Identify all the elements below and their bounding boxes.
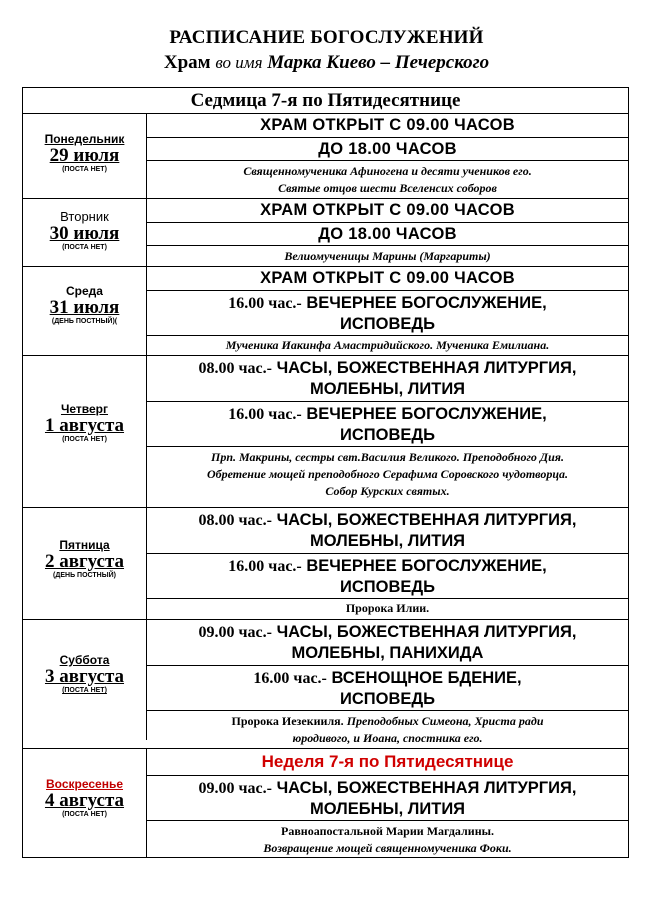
service-vespers bbox=[147, 554, 628, 599]
day-date: 29 июля bbox=[49, 145, 120, 166]
service-time: 09.00 час.- bbox=[198, 624, 272, 641]
day-row-friday bbox=[23, 507, 628, 619]
saints-of-day bbox=[147, 821, 628, 857]
schedule-line: ХРАМ ОТКРЫТ С 09.00 ЧАСОВ bbox=[147, 114, 628, 138]
service-text: ВСЕНОЩНОЕ БДЕНИЕ, bbox=[331, 669, 522, 687]
service-text: МОЛЕБНЫ, ЛИТИЯ bbox=[309, 532, 466, 550]
service-time: 09.00 час.- bbox=[198, 780, 272, 797]
service-time: 16.00 час.- bbox=[228, 406, 302, 423]
day-cell-monday bbox=[23, 114, 147, 199]
temple-name-prefix: во имя bbox=[215, 53, 263, 72]
service-time: 08.00 час.- bbox=[198, 360, 272, 377]
day-row-monday bbox=[23, 113, 628, 198]
saints-line: Равноапостальной Марии Магдалины. bbox=[281, 824, 494, 838]
day-name: Вторник bbox=[60, 209, 109, 224]
day-date: 4 августа bbox=[44, 790, 125, 811]
day-name: Суббота bbox=[59, 653, 110, 667]
service-vigil bbox=[147, 666, 628, 711]
service-liturgy bbox=[147, 776, 628, 821]
saints-of-day: Велиомученицы Марины (Маргариты) bbox=[284, 249, 491, 263]
service-text: МОЛЕБНЫ, ЛИТИЯ bbox=[309, 800, 466, 818]
fasting-note: (ПОСТА НЕТ) bbox=[62, 687, 107, 694]
saints-of-day: Пророка Илии. bbox=[345, 601, 430, 615]
saints-of-day: Мученика Иакинфа Амастридийского. Мученика Емилиана. bbox=[225, 338, 550, 352]
day-cell-friday bbox=[23, 508, 147, 620]
day-row-wednesday bbox=[23, 266, 628, 355]
saints-line: Возвращение мощей священномученика Фоки. bbox=[263, 841, 512, 855]
day-cell-saturday bbox=[23, 620, 147, 740]
schedule-line: ДО 18.00 ЧАСОВ bbox=[147, 138, 628, 161]
fasting-note: (ДЕНЬ ПОСТНЫЙ)( bbox=[51, 318, 118, 325]
day-row-saturday bbox=[23, 619, 628, 745]
service-text: ИСПОВЕДЬ bbox=[339, 315, 435, 333]
saints-line: Пророка Иезекииля. bbox=[231, 714, 344, 728]
day-date: 1 августа bbox=[44, 415, 125, 436]
saints-line: Прп. Макрины, сестры свт.Василия Великого. Преподобного Дия. bbox=[211, 450, 564, 464]
day-date: 2 августа bbox=[44, 551, 125, 572]
service-text: ИСПОВЕДЬ bbox=[339, 578, 435, 596]
saints-of-day bbox=[147, 162, 628, 198]
day-date: 31 июля bbox=[49, 297, 120, 318]
day-cell-sunday bbox=[23, 749, 147, 858]
saints-line: Священномученика Афиногена и десяти учеников его. bbox=[243, 164, 532, 178]
service-text: ЧАСЫ, БОЖЕСТВЕННАЯ ЛИТУРГИЯ, bbox=[276, 359, 577, 377]
day-cell-tuesday bbox=[23, 199, 147, 267]
saints-line: Обретение мощей преподобного Серафима Соровского чудотворца. bbox=[206, 467, 569, 481]
service-text: ЧАСЫ, БОЖЕСТВЕННАЯ ЛИТУРГИЯ, bbox=[276, 511, 577, 529]
day-date: 3 августа bbox=[44, 666, 125, 687]
service-text: ИСПОВЕДЬ bbox=[339, 426, 435, 444]
service-liturgy bbox=[147, 620, 628, 666]
service-time: 16.00 час.- bbox=[253, 670, 327, 687]
fasting-note: (ПОСТА НЕТ) bbox=[62, 436, 107, 443]
day-name: Понедельник bbox=[44, 132, 125, 146]
temple-word: Храм bbox=[163, 52, 211, 73]
fasting-note: (ДЕНЬ ПОСТНЫЙ) bbox=[53, 572, 116, 579]
saints-line: Собор Курских святых. bbox=[325, 484, 450, 498]
day-row-tuesday bbox=[23, 198, 628, 266]
day-date: 30 июля bbox=[49, 223, 120, 244]
schedule-line: ХРАМ ОТКРЫТ С 09.00 ЧАСОВ bbox=[147, 199, 628, 223]
service-text: ВЕЧЕРНЕЕ БОГОСЛУЖЕНИЕ, bbox=[306, 405, 547, 423]
saints-line: Преподобных Симеона, Христа ради bbox=[346, 714, 544, 728]
temple-subtitle bbox=[0, 52, 653, 74]
day-row-sunday bbox=[23, 748, 628, 857]
day-name: Пятница bbox=[59, 538, 110, 552]
feast-title: Неделя 7-я по Пятидесятнице bbox=[147, 749, 628, 776]
page-title: РАСПИСАНИЕ БОГОСЛУЖЕНИЙ bbox=[169, 27, 484, 48]
service-text: МОЛЕБНЫ, ЛИТИЯ bbox=[309, 380, 466, 398]
service-time: 16.00 час.- bbox=[228, 558, 302, 575]
week-title: Седмица 7-я по Пятидесятнице bbox=[190, 90, 461, 111]
saints-line: юродивого, и Иоана, спостника его. bbox=[292, 731, 483, 745]
service-time: 16.00 час.- bbox=[228, 295, 302, 312]
day-cell-thursday bbox=[23, 356, 147, 508]
service-text: ВЕЧЕРНЕЕ БОГОСЛУЖЕНИЕ, bbox=[306, 294, 547, 312]
fasting-note: (ПОСТА НЕТ) bbox=[62, 166, 107, 173]
day-cell-wednesday bbox=[23, 267, 147, 356]
day-name: Четверг bbox=[60, 402, 109, 416]
schedule-table bbox=[22, 87, 629, 858]
schedule-line: ХРАМ ОТКРЫТ С 09.00 ЧАСОВ bbox=[147, 267, 628, 291]
service-text: ВЕЧЕРНЕЕ БОГОСЛУЖЕНИЕ, bbox=[306, 557, 547, 575]
temple-name: Марка Киево – Печерского bbox=[267, 52, 490, 73]
day-name: Среда bbox=[66, 284, 103, 298]
fasting-note: (ПОСТА НЕТ) bbox=[62, 811, 107, 818]
service-text: ИСПОВЕДЬ bbox=[339, 690, 435, 708]
saints-of-day bbox=[147, 711, 628, 749]
day-row-thursday bbox=[23, 355, 628, 507]
schedule-line: ДО 18.00 ЧАСОВ bbox=[147, 223, 628, 246]
service-vespers bbox=[147, 291, 628, 336]
service-text: ЧАСЫ, БОЖЕСТВЕННАЯ ЛИТУРГИЯ, bbox=[276, 779, 577, 797]
service-liturgy bbox=[147, 508, 628, 554]
service-vespers bbox=[147, 402, 628, 447]
service-liturgy bbox=[147, 356, 628, 402]
saints-of-day bbox=[147, 447, 628, 507]
service-text: ЧАСЫ, БОЖЕСТВЕННАЯ ЛИТУРГИЯ, bbox=[276, 623, 577, 641]
saints-line: Святые отцов шести Вселенсих соборов bbox=[278, 181, 497, 195]
service-text: МОЛЕБНЫ, ПАНИХИДА bbox=[291, 644, 484, 662]
fasting-note: (ПОСТА НЕТ) bbox=[62, 244, 107, 251]
day-name: Воскресенье bbox=[45, 777, 123, 791]
service-time: 08.00 час.- bbox=[198, 512, 272, 529]
